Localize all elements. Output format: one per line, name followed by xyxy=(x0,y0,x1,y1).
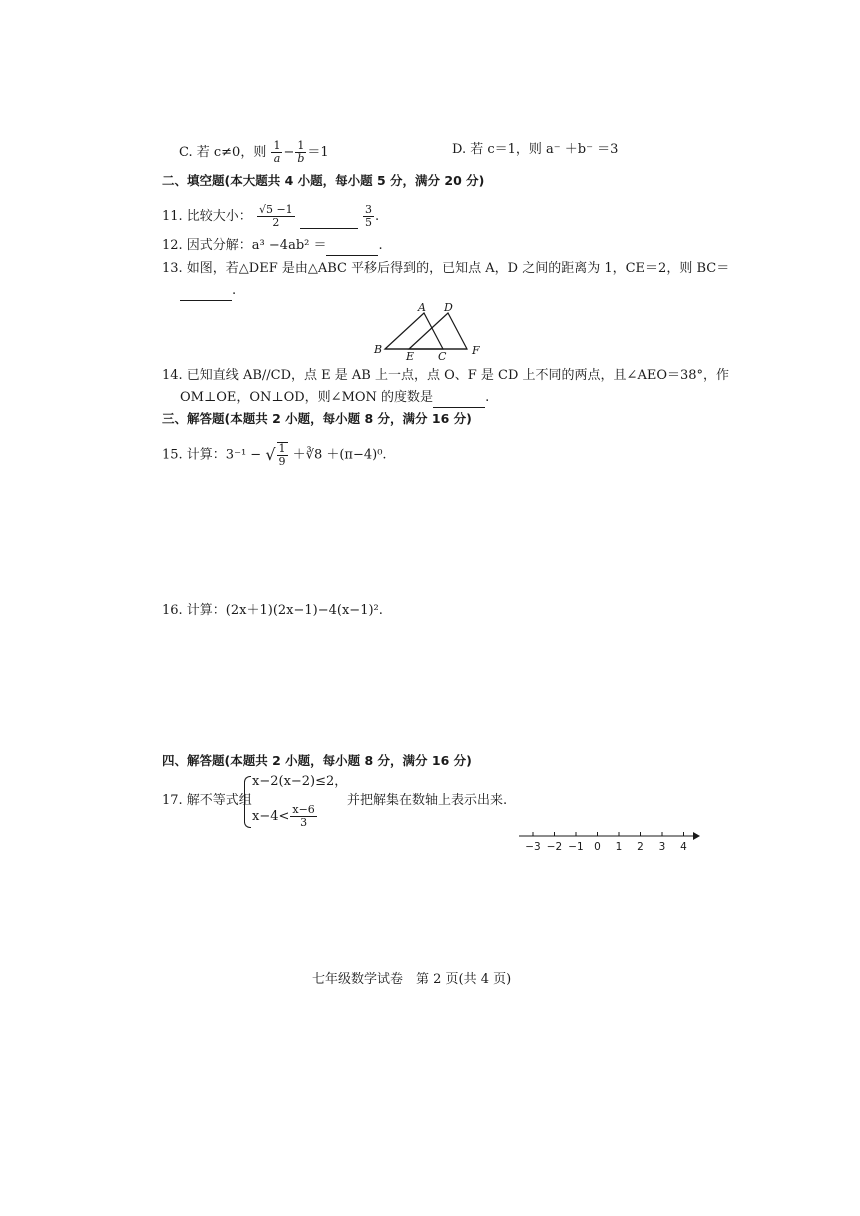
number-line-tick-label: −1 xyxy=(568,841,584,853)
triangle-translation-figure xyxy=(368,297,488,363)
question-15: 15. 计算：3⁻¹ − √ $\frac{1}{9}$ ＋∛8 ＋(π−4)⁰. xyxy=(162,442,387,468)
number-line-tick-label: 2 xyxy=(637,841,644,853)
question-13-answer: . xyxy=(180,281,236,301)
label-e: E xyxy=(406,350,415,363)
page-footer: 七年级数学试卷 第 2 页(共 4 页) xyxy=(312,972,512,987)
q15-sqrt-fraction: $\frac{1}{9}$ xyxy=(278,442,286,468)
inequality-brace xyxy=(244,776,251,828)
number-line-arrow-icon xyxy=(693,832,700,840)
number-line-tick-label: 0 xyxy=(594,841,601,853)
q11-fraction-1: $\frac{√5 -1}{2}$ xyxy=(258,203,293,229)
section-2-title: 二、填空题(本大题共 4 小题，每小题 5 分，满分 20 分) xyxy=(162,173,485,188)
question-11: 11. 比较大小： $\frac{√5 -1}{2}$ $\frac{3}{5}$ . xyxy=(162,203,380,229)
inequality-2: x−4< $\frac{x-6}{3}$ xyxy=(252,803,315,829)
label-a: A xyxy=(418,301,426,314)
question-13: 13. 如图，若△DEF 是由△ABC 平移后得到的，已知点 A，D 之间的距离为 1，CE＝2，则 BC＝ xyxy=(162,261,730,276)
question-14: 14. 已知直线 AB//CD，点 E 是 AB 上一点，点 O、F 是 CD 上不同的两点，且∠AEO＝38°，作 xyxy=(162,368,730,383)
q17-fraction: $\frac{x-6}{3}$ xyxy=(292,803,315,829)
number-line-tick-label: −2 xyxy=(546,841,563,853)
option-c: C. 若 c≠0，则 $\frac{1}{a}$ − $\frac{1}{b}$ ＝1 xyxy=(179,139,329,165)
q13-answer-blank[interactable] xyxy=(180,300,232,301)
question-17-label: 17. 解不等式组 xyxy=(162,793,252,808)
fraction-1-over-a: $\frac{1}{a}$ xyxy=(273,139,281,165)
number-line[interactable] xyxy=(515,829,700,855)
label-f: F xyxy=(472,344,480,357)
section-3-title: 三、解答题(本题共 2 小题，每小题 8 分，满分 16 分) xyxy=(162,411,472,426)
number-line-tick-label: 1 xyxy=(615,841,623,853)
number-line-tick-label: 4 xyxy=(680,841,687,853)
label-c: C xyxy=(438,350,447,363)
section-4-title: 四、解答题(本题共 2 小题，每小题 8 分，满分 16 分) xyxy=(162,753,472,768)
question-16: 16. 计算：(2x＋1)(2x−1)−4(x−1)². xyxy=(162,603,383,618)
label-b: B xyxy=(374,343,383,356)
option-d: D. 若 c＝1，则 a⁻ ＋b⁻ ＝3 xyxy=(452,142,619,157)
label-d: D xyxy=(444,301,453,314)
question-14-line-2: OM⊥OE，ON⊥OD，则∠MON 的度数是 . xyxy=(180,388,489,408)
q12-answer-blank[interactable] xyxy=(326,255,378,256)
q14-answer-blank[interactable] xyxy=(433,407,485,408)
number-line-tick-label: −3 xyxy=(525,841,541,853)
q11-fraction-2: $\frac{3}{5}$ xyxy=(364,203,372,229)
number-line-tick-label: 3 xyxy=(658,841,666,853)
q11-answer-blank[interactable] xyxy=(300,228,358,229)
fraction-1-over-b: $\frac{1}{b}$ xyxy=(297,139,305,165)
inequality-1: x−2(x−2)≤2， xyxy=(252,774,348,789)
question-12: 12. 因式分解：a³ −4ab² ＝ . xyxy=(162,236,383,256)
question-17-instruction: 并把解集在数轴上表示出来. xyxy=(347,793,508,808)
